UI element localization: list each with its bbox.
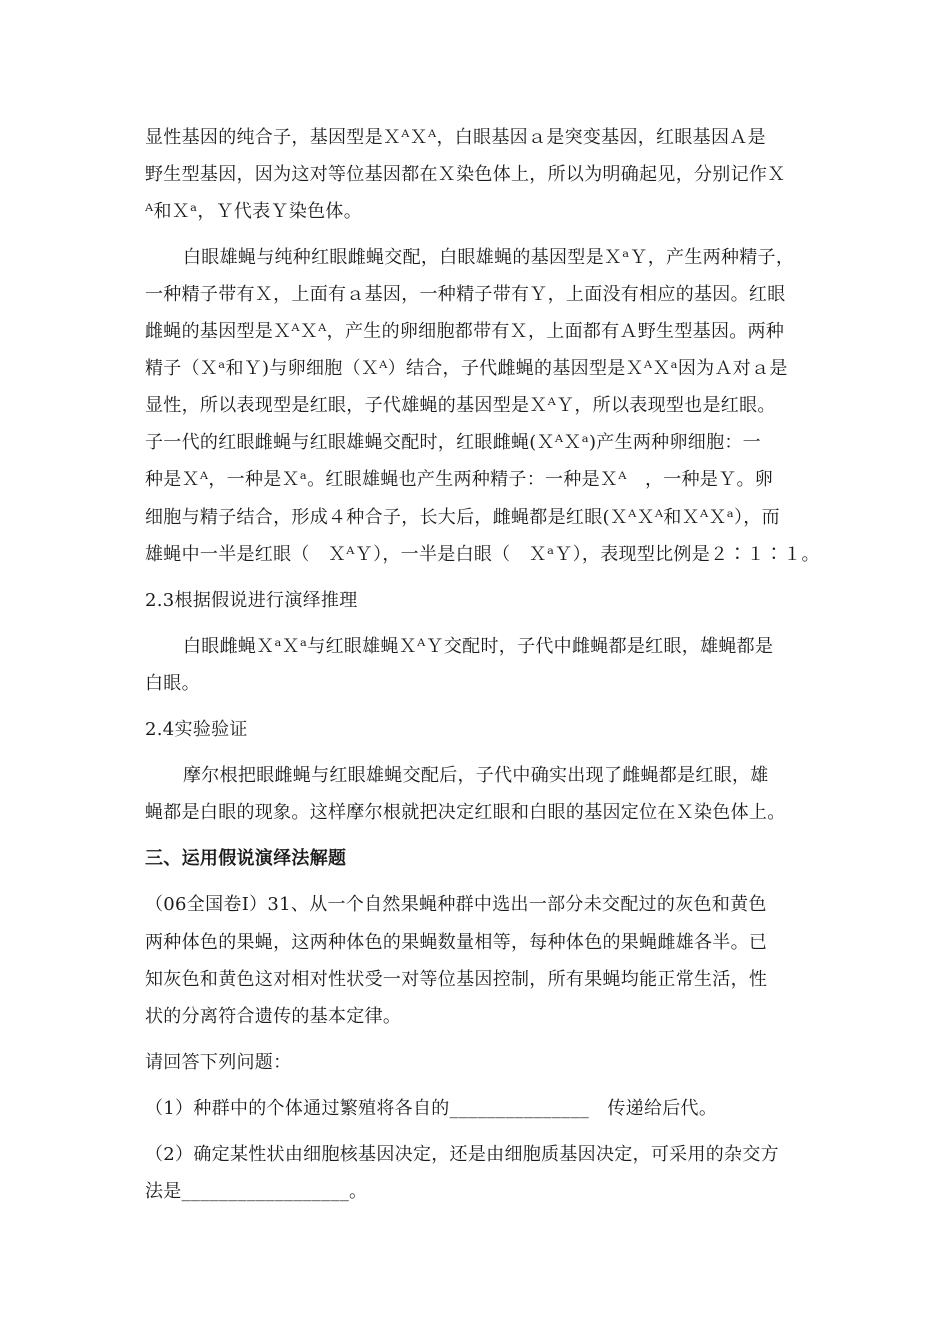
text-line: 精子（Ｘᵃ和Ｙ)与卵细胞（Ｘᴬ）结合，子代雌蝇的基因型是ＸᴬＸᵃ因为Ａ对ａ是 — [145, 358, 788, 379]
text-line: 野生型基因，因为这对等位基因都在Ｘ染色体上，所以为明确起见，分别记作Ｘ — [145, 164, 786, 185]
text-line: 摩尔根把眼雌蝇与红眼雄蝇交配后，子代中确实出现了雌蝇都是红眼，雄 — [183, 765, 769, 786]
text-line: 白眼。 — [145, 673, 200, 694]
text-line: 两种体色的果蝇，这两种体色的果蝇数量相等，每种体色的果蝇雌雄各半。已 — [145, 932, 768, 953]
question-1: （1）种群中的个体通过繁殖将各自的_______________ 传递给后代。 — [145, 1098, 718, 1119]
question-2: （2）确定某性状由细胞核基因决定，还是由细胞质基因决定，可采用的杂交方 — [145, 1144, 779, 1165]
section-heading: 2.3根据假说进行演绎推理 — [145, 590, 358, 611]
text-line: （06全国卷Ⅰ）31、从一个自然果蝇种群中选出一部分未交配过的灰色和黄色 — [145, 894, 767, 915]
text-line: 子一代的红眼雌蝇与红眼雄蝇交配时，红眼雌蝇(ＸᴬＸᵃ)产生两种卵细胞：一 — [145, 432, 761, 453]
question-prompt: 请回答下列问题： — [145, 1052, 292, 1073]
text-line: ᴬ和Ｘᵃ，Ｙ代表Ｙ染色体。 — [145, 201, 363, 222]
text-line: 雄蝇中一半是红眼（ ＸᴬＹ），一半是白眼（ ＸᵃＹ），表现型比例是２∶１∶１。 — [145, 544, 820, 565]
question-2-cont: 法是__________________。 — [145, 1181, 368, 1202]
text-line: 显性基因的纯合子，基因型是ＸᴬＸᴬ，白眼基因ａ是突变基因，红眼基因Ａ是 — [145, 127, 766, 148]
text-line: 细胞与精子结合，形成４种合子，长大后，雌蝇都是红眼(ＸᴬＸᴬ和ＸᴬＸᵃ），而 — [145, 507, 780, 528]
chapter-heading: 三、运用假说演绎法解题 — [145, 848, 347, 869]
text-line: 知灰色和黄色这对相对性状受一对等位基因控制，所有果蝇均能正常生活，性 — [145, 969, 768, 990]
text-line: 蝇都是白眼的现象。这样摩尔根就把决定红眼和白眼的基因定位在Ｘ染色体上。 — [145, 802, 786, 823]
text-line: 雌蝇的基因型是ＸᴬＸᴬ，产生的卵细胞都带有Ｘ，上面都有Ａ野生型基因。两种 — [145, 321, 785, 342]
text-line: 一种精子带有Ｘ，上面有ａ基因，一种精子带有Ｙ，上面没有相应的基因。红眼 — [145, 284, 786, 305]
section-heading: 2.4实验验证 — [145, 719, 248, 740]
text-line: 显性，所以表现型是红眼，子代雄蝇的基因型是ＸᴬＹ，所以表现型也是红眼。 — [145, 395, 776, 416]
text-line: 状的分离符合遗传的基本定律。 — [145, 1006, 402, 1027]
text-line: 种是Ｘᴬ，一种是Ｘᵃ。红眼雄蝇也产生两种精子：一种是Ｘᴬ ，一种是Ｙ。卵 — [145, 469, 774, 490]
text-line: 白眼雄蝇与纯种红眼雌蝇交配，白眼雄蝇的基因型是ＸᵃＹ，产生两种精子， — [183, 247, 795, 268]
text-line: 白眼雌蝇ＸᵃＸᵃ与红眼雄蝇ＸᴬＹ交配时，子代中雌蝇都是红眼，雄蝇都是 — [183, 636, 774, 657]
